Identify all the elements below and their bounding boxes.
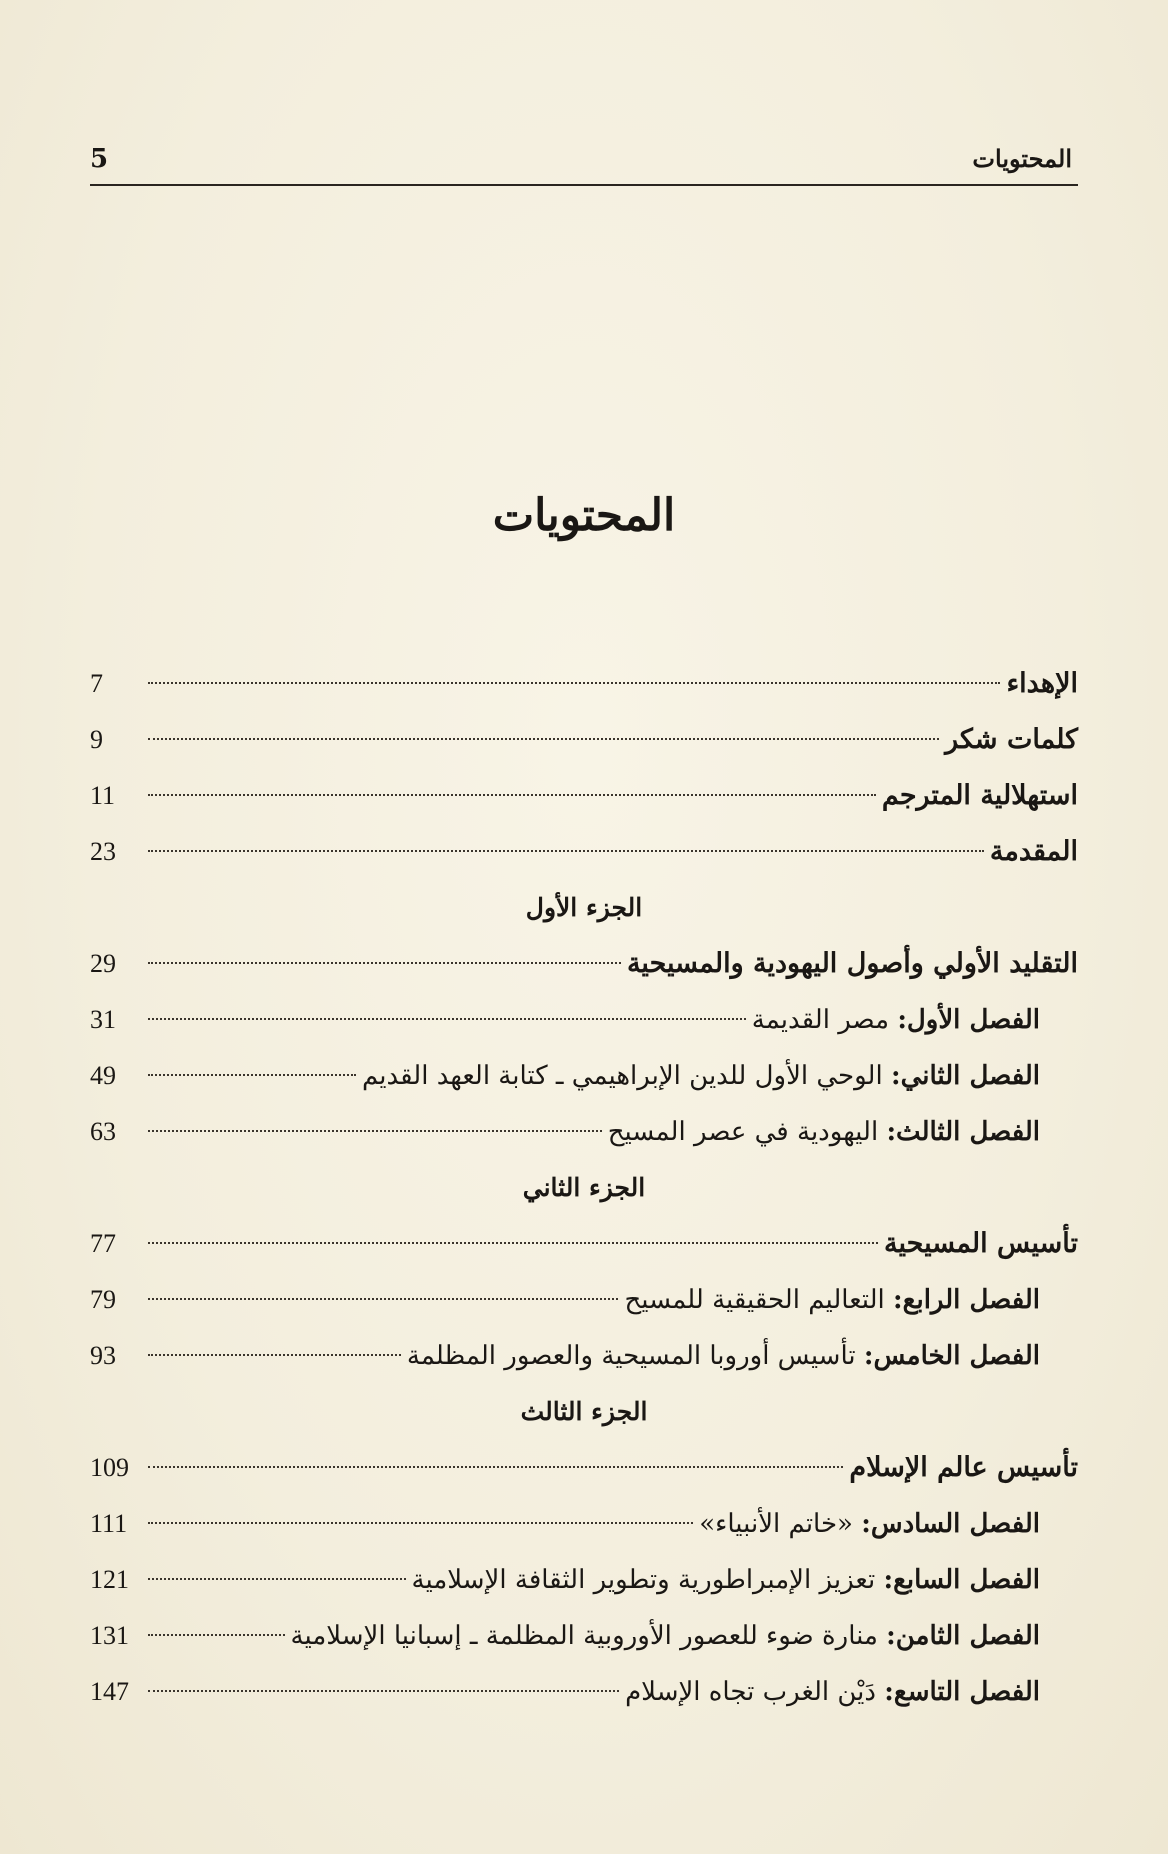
part-heading: الجزء الثاني [522,1173,646,1202]
toc-entry-part-main [90,936,1078,992]
toc-entry-label [608,1104,1040,1160]
dot-leader [148,1578,406,1580]
dot-leader [148,1354,401,1356]
dot-leader [148,1018,746,1020]
toc-entry-dedication [90,656,1078,712]
toc-entry-label [407,1328,1040,1384]
toc-entry-page: 63 [90,1117,116,1146]
toc-entry-chapter [90,1104,1078,1160]
toc-entry-chapter [90,1272,1078,1328]
toc-entry-page: 7 [90,669,103,698]
part-heading: الجزء الأول [525,893,643,922]
toc-entry-chapter [90,1328,1078,1384]
chapter-title: اليهودية في عصر المسيح [607,1117,887,1147]
toc-entry-page: 121 [90,1565,129,1594]
dot-leader [148,962,621,964]
dot-leader [148,1522,693,1524]
chapter-title: تعزيز الإمبراطورية وتطوير الثقافة الإسلامية [411,1565,884,1595]
part-heading: الجزء الثالث [520,1397,648,1426]
chapter-title: دَيْن الغرب تجاه الإسلام [625,1677,885,1707]
dot-leader [148,1074,356,1076]
chapter-number: الفصل الرابع: [893,1285,1040,1315]
dot-leader [148,850,984,852]
toc-entry-chapter [90,992,1078,1048]
toc-entry-page: 111 [90,1509,128,1538]
chapter-number: الفصل الثاني: [890,1061,1040,1091]
chapter-title: الوحي الأول للدين الإبراهيمي ـ كتابة العهد القديم [361,1061,891,1091]
toc-entry-chapter [90,1048,1078,1104]
toc-entry-chapter [90,1664,1078,1720]
chapter-number: الفصل التاسع: [884,1677,1040,1707]
chapter-title: منارة ضوء للعصور الأوروبية المظلمة ـ إسبانيا الإسلامية [290,1621,887,1651]
dot-leader [148,1690,619,1692]
table-of-contents [90,656,1078,1720]
toc-entry-translator-preface [90,768,1078,824]
chapter-number: الفصل الخامس: [863,1341,1040,1371]
toc-entry-page: 131 [90,1621,129,1650]
toc-entry-page: 109 [90,1453,129,1482]
page-title: المحتويات [492,490,676,541]
toc-entry-label [624,1272,1040,1328]
toc-entry-page: 9 [90,725,103,754]
toc-entry-label: التقليد الأولي وأصول اليهودية والمسيحية [626,948,1078,979]
dot-leader [148,1634,285,1636]
toc-entry-page: 23 [90,837,116,866]
toc-entry-label: تأسيس عالم الإسلام [849,1452,1078,1483]
toc-entry-page: 11 [90,781,116,810]
toc-entry-label: استهلالية المترجم [881,780,1078,811]
toc-entry-introduction [90,824,1078,880]
toc-entry-label [752,992,1040,1048]
dot-leader [148,794,876,796]
chapter-number: الفصل السابع: [883,1565,1040,1595]
chapter-title: تأسيس أوروبا المسيحية والعصور المظلمة [406,1341,864,1371]
toc-entry-part-main [90,1216,1078,1272]
dot-leader [148,682,1000,684]
dot-leader [148,1298,618,1300]
toc-entry-part-main [90,1440,1078,1496]
running-header [90,140,1078,186]
chapter-title: «خاتم الأنبياء» [699,1509,862,1539]
toc-entry-chapter [90,1552,1078,1608]
toc-entry-page: 77 [90,1229,116,1258]
chapter-title: مصر القديمة [751,1005,898,1035]
chapter-number: الفصل السادس: [861,1509,1040,1539]
toc-entry-chapter [90,1496,1078,1552]
toc-entry-page: 29 [90,949,116,978]
toc-entry-label [291,1608,1040,1664]
toc-entry-chapter [90,1608,1078,1664]
toc-entry-page: 147 [90,1677,129,1706]
page-number: 5 [90,144,109,174]
toc-entry-page: 31 [90,1005,116,1034]
running-title: المحتويات [972,144,1072,173]
toc-entry-label [699,1496,1040,1552]
chapter-number: الفصل الأول: [897,1005,1040,1035]
toc-entry-acknowledgements [90,712,1078,768]
toc-entry-label: المقدمة [989,836,1078,867]
chapter-number: الفصل الثالث: [886,1117,1040,1147]
chapter-number: الفصل الثامن: [886,1621,1040,1651]
toc-entry-label: تأسيس المسيحية [884,1228,1078,1259]
toc-entry-label: كلمات شكر [945,724,1078,755]
toc-entry-label [412,1552,1040,1608]
toc-entry-label: الإهداء [1006,668,1078,699]
toc-entry-page: 93 [90,1341,116,1370]
toc-entry-label [362,1048,1040,1104]
chapter-title: التعاليم الحقيقية للمسيح [624,1285,894,1315]
dot-leader [148,1466,843,1468]
toc-entry-page: 49 [90,1061,116,1090]
dot-leader [148,1242,878,1244]
dot-leader [148,1130,602,1132]
toc-entry-page: 79 [90,1285,116,1314]
toc-entry-label [625,1664,1040,1720]
dot-leader [148,738,939,740]
